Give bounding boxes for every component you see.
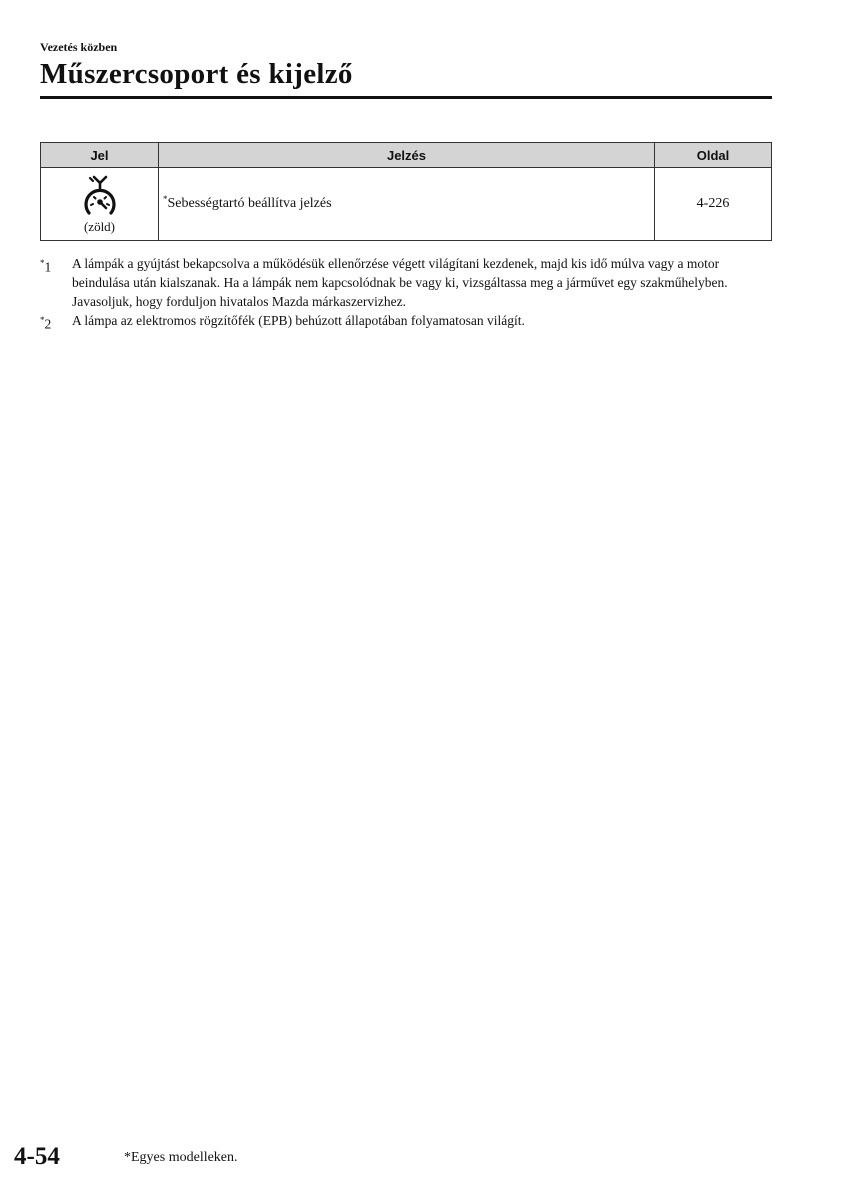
indicator-table — [40, 142, 772, 241]
description-cell — [159, 168, 655, 241]
optional-marker: * — [163, 194, 168, 204]
footnote-2 — [40, 311, 780, 334]
color-note: (zöld) — [83, 219, 116, 234]
table-row — [41, 168, 772, 241]
footnote-marker: *1 — [40, 258, 52, 275]
footnote-1 — [40, 254, 780, 311]
page-number: 4-54 — [14, 1143, 60, 1170]
footnote-text: A lámpa az elektromos rögzítőfék (EPB) behúzott állapotában folyamatosan világít. — [72, 313, 525, 328]
column-header-jelzes: Jelzés — [159, 143, 655, 168]
title-rule — [40, 96, 772, 99]
footnote-marker: *2 — [40, 315, 52, 332]
footnote-text: A lámpák a gyújtást bekapcsolva a működésük ellenőrzése végett világítani kezdenek, majd kis idő múlva vagy a motor beindulása után kialszanak. Ha a lámpák nem kapcsolódnak be vagy ki, vizsgáltassa meg a járművet egy szakműhelyben. Javasoljuk, hogy forduljon hivatalos Mazda márkaszervizhez. — [72, 256, 728, 309]
page-title: Műszercsoport és kijelző — [40, 58, 353, 90]
symbol-cell — [41, 168, 159, 241]
indicator-description: Sebességtartó beállítva jelzés — [167, 196, 332, 211]
page-reference: 4-226 — [655, 168, 772, 241]
footer-note: *Egyes modelleken. — [124, 1150, 238, 1165]
section-label: Vezetés közben — [40, 40, 118, 54]
column-header-oldal: Oldal — [655, 143, 772, 168]
column-header-jel: Jel — [41, 143, 159, 168]
table-header-row — [41, 143, 772, 168]
footnotes — [40, 254, 780, 334]
cruise-control-speedometer-icon — [80, 173, 120, 217]
